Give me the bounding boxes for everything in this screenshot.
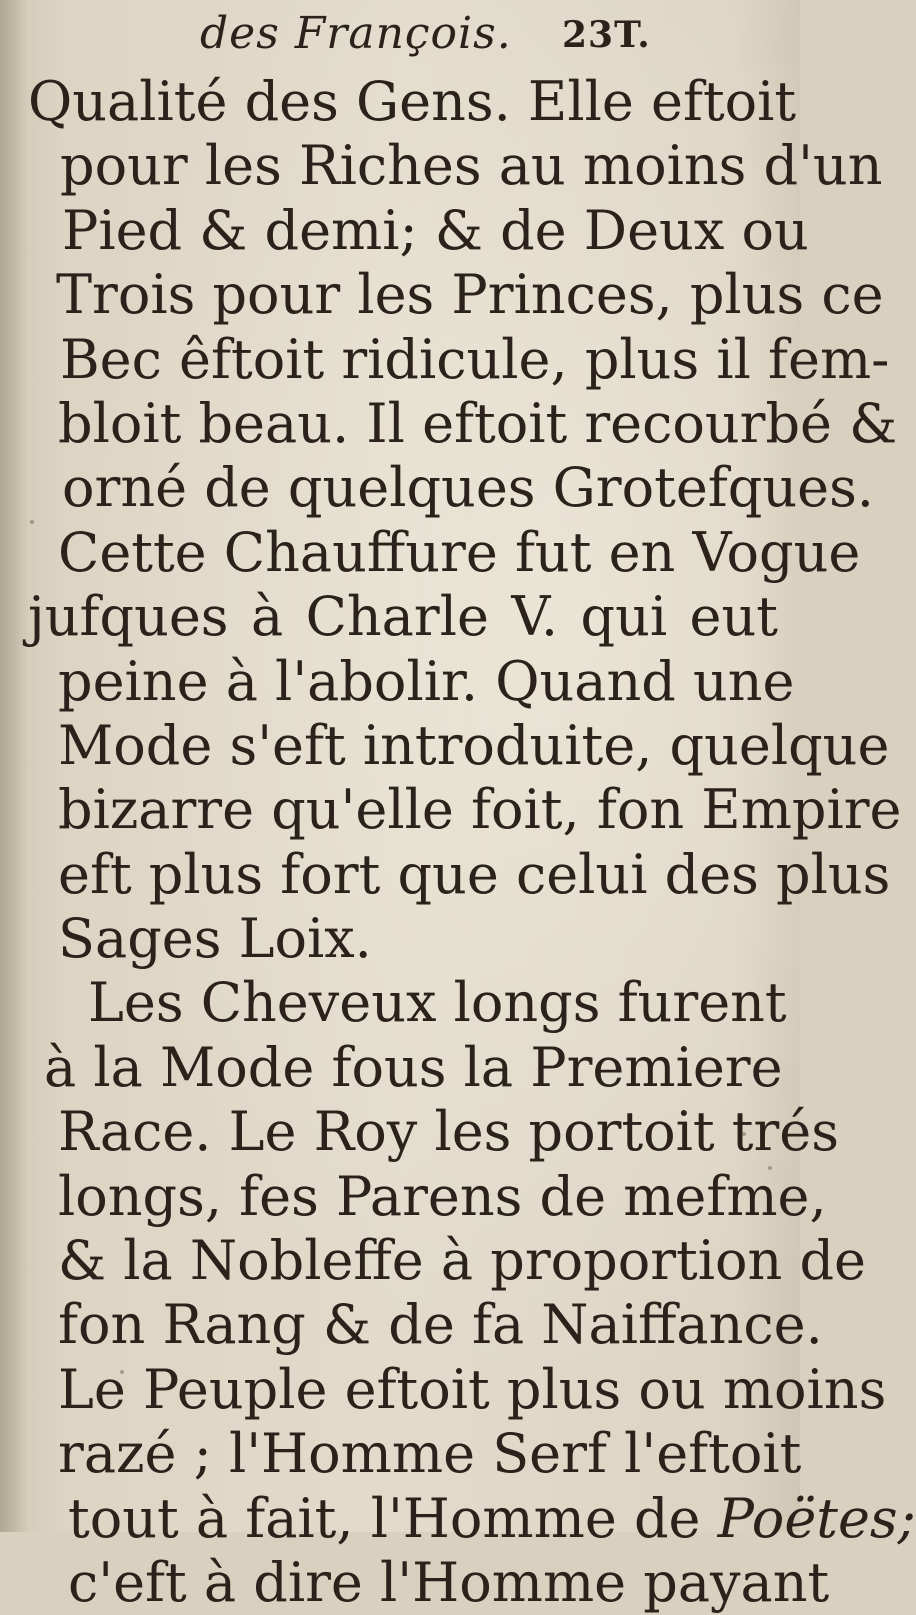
text-line-paragraph-end: Sages Loix. <box>58 907 372 971</box>
text-line: Cette Chauffure fut en Vogue <box>58 520 861 584</box>
text-line: bizarre qu'elle foit, fon Empire <box>58 778 902 842</box>
text-line: c'eft à dire l'Homme payant <box>68 1550 830 1614</box>
italic-word: Poëtes; <box>717 1486 916 1550</box>
text-line: Race. Le Roy les portoit trés <box>58 1100 839 1164</box>
text-line-paragraph-start: Les Cheveux longs furent <box>88 971 787 1035</box>
paper-speck <box>768 1166 772 1170</box>
paper-speck <box>742 1132 746 1136</box>
paper-speck <box>30 520 34 524</box>
text-line: Mode s'eft introduite, quelque <box>58 713 890 777</box>
text-line-roman: tout à fait, l'Homme de <box>68 1486 701 1550</box>
text-line <box>28 1486 916 1551</box>
text-line: Le Peuple eftoit plus ou moins <box>58 1357 887 1421</box>
text-line: razé ; l'Homme Serf l'eftoit <box>58 1422 802 1486</box>
gutter-shadow <box>0 0 28 1532</box>
running-head <box>200 8 760 60</box>
running-head-title: des François. <box>200 8 512 59</box>
text-line: pour les Riches au moins d'un <box>60 134 883 198</box>
text-line: à la Mode fous la Premiere <box>44 1035 783 1099</box>
text-line: Trois pour les Princes, plus ce <box>56 263 884 327</box>
text-line: peine à l'abolir. Quand une <box>58 649 795 713</box>
text-line: jufques à Charle V. qui eut <box>28 585 778 649</box>
text-line: Qualité des Gens. Elle eftoit <box>28 70 797 133</box>
page-number: 23T. <box>562 14 651 56</box>
text-line: Bec êftoit ridicule, plus il fem- <box>60 327 890 391</box>
paper-speck <box>120 1370 124 1374</box>
text-line: orné de quelques Grotefques. <box>62 456 874 520</box>
text-line: Pied & demi; & de Deux ou <box>62 198 809 262</box>
text-line: & la Nobleffe à proportion de <box>58 1229 866 1293</box>
text-line: fon Rang & de fa Naiffance. <box>58 1293 823 1357</box>
text-line: longs, fes Parens de mefme, <box>58 1164 827 1228</box>
text-line: eft plus fort que celui des plus <box>58 842 891 906</box>
body-text <box>28 70 916 1615</box>
text-line: bloit beau. Il eftoit recourbé & <box>58 391 898 455</box>
